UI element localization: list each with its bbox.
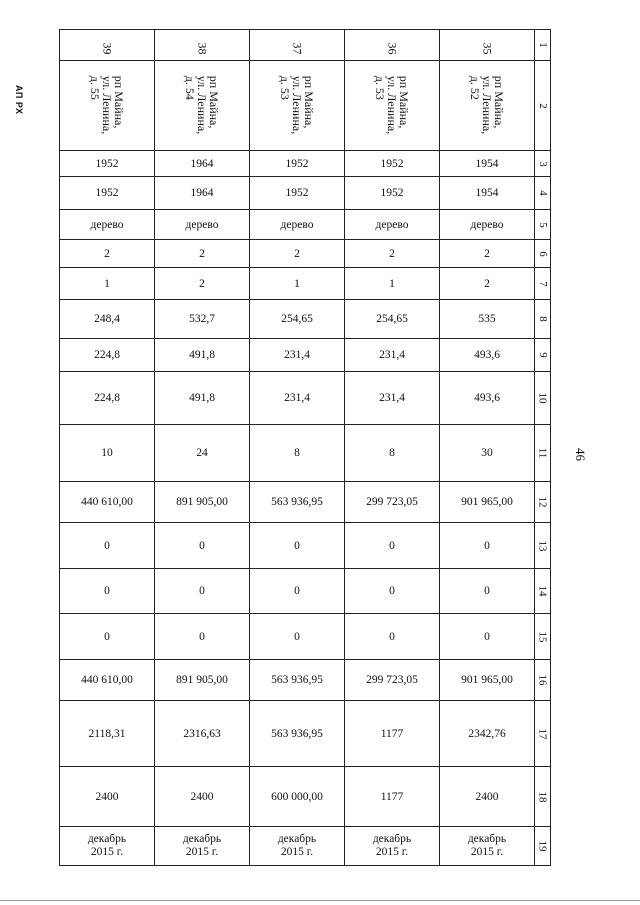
cell-value: 491,8 xyxy=(189,392,215,404)
cell-value: 1964 xyxy=(190,187,214,199)
cell-value: 491,8 xyxy=(189,349,215,361)
table-cell xyxy=(60,523,155,569)
column-index: 12 xyxy=(536,496,549,508)
table-cell xyxy=(250,300,345,339)
table-cell xyxy=(155,240,250,268)
column-index-cell xyxy=(535,268,551,300)
table-cell xyxy=(250,177,345,210)
address-text: рп Майна, ул. Ленина, д. 55 xyxy=(88,75,126,135)
cell-value: 8 xyxy=(294,447,300,459)
table-cell xyxy=(60,569,155,614)
column-index-cell xyxy=(535,61,551,151)
cell-value: 224,8 xyxy=(94,392,120,404)
cell-value: 2 xyxy=(389,247,395,260)
cell-value: 224,8 xyxy=(94,349,120,361)
record-number-cell xyxy=(155,30,250,61)
table-cell xyxy=(60,660,155,701)
cell-value: 532,7 xyxy=(189,313,215,325)
record-number-cell xyxy=(440,30,535,61)
cell-value: 2 xyxy=(484,277,490,290)
cell-value: 0 xyxy=(484,585,490,597)
table-cell xyxy=(60,240,155,268)
table-cell xyxy=(60,177,155,210)
record-number-cell xyxy=(60,30,155,61)
table-cell xyxy=(155,268,250,300)
column-index: 1 xyxy=(536,42,549,48)
page-bottom-rule xyxy=(0,900,640,901)
cell-value: 8 xyxy=(389,447,395,459)
table-cell xyxy=(440,240,535,268)
table-cell xyxy=(440,210,535,240)
table-cell xyxy=(250,339,345,372)
cell-value: 299 723,05 xyxy=(366,674,418,686)
table-row xyxy=(60,240,551,268)
cell-value: 254,65 xyxy=(281,313,313,325)
record-number: 36 xyxy=(385,42,400,54)
cell-value: 2400 xyxy=(95,790,119,803)
cell-value: 1952 xyxy=(95,157,119,170)
cell-value: дерево xyxy=(90,218,124,231)
address-cell xyxy=(440,61,535,151)
table-cell xyxy=(250,425,345,482)
cell-value: 535 xyxy=(478,313,496,325)
table-cell xyxy=(345,210,440,240)
table-cell xyxy=(345,425,440,482)
table-cell xyxy=(345,151,440,177)
column-index-cell xyxy=(535,177,551,210)
cell-value: декабрь 2015 г. xyxy=(372,833,412,858)
cell-value: декабрь 2015 г. xyxy=(87,833,127,858)
cell-value: 24 xyxy=(196,447,208,459)
table-row xyxy=(60,614,551,660)
table-cell xyxy=(345,268,440,300)
table-cell xyxy=(250,660,345,701)
table-cell xyxy=(155,767,250,827)
cell-value: 10 xyxy=(101,447,113,459)
cell-value: 1 xyxy=(389,277,395,290)
cell-value: 1952 xyxy=(285,187,309,199)
table-row xyxy=(60,767,551,827)
table-cell xyxy=(155,827,250,866)
table-row xyxy=(60,701,551,767)
address-text: рп Майна, ул. Ленина, д. 52 xyxy=(468,75,506,135)
table-cell xyxy=(250,240,345,268)
cell-value: 0 xyxy=(294,585,300,597)
table-cell xyxy=(440,339,535,372)
cell-value: 2400 xyxy=(190,790,214,803)
address-cell xyxy=(60,61,155,151)
cell-value: 0 xyxy=(389,539,395,552)
cell-value: 231,4 xyxy=(379,349,405,361)
cell-value: 891 905,00 xyxy=(176,674,228,686)
table-cell xyxy=(345,767,440,827)
record-number: 38 xyxy=(195,42,210,54)
column-index: 13 xyxy=(536,540,549,551)
address-cell xyxy=(250,61,345,151)
column-index: 7 xyxy=(536,280,549,287)
table-cell xyxy=(345,523,440,569)
table-cell xyxy=(345,177,440,210)
table-cell xyxy=(440,425,535,482)
cell-value: 0 xyxy=(389,585,395,597)
table-cell xyxy=(155,151,250,177)
column-index: 6 xyxy=(536,250,549,257)
column-index: 8 xyxy=(536,316,549,322)
table-cell xyxy=(440,372,535,425)
column-index-cell xyxy=(535,701,551,767)
table-cell xyxy=(60,372,155,425)
table-cell xyxy=(60,701,155,767)
table-cell xyxy=(155,614,250,660)
table-row xyxy=(60,339,551,372)
column-index: 4 xyxy=(536,190,549,196)
table-cell xyxy=(440,482,535,523)
record-number-cell xyxy=(345,30,440,61)
table-cell xyxy=(250,827,345,866)
table-cell xyxy=(345,660,440,701)
cell-value: 1952 xyxy=(285,157,309,170)
cell-value: 0 xyxy=(484,630,490,643)
record-number: 39 xyxy=(100,42,115,54)
cell-value: 248,4 xyxy=(94,313,120,325)
cell-value: 299 723,05 xyxy=(366,496,418,508)
table-cell xyxy=(250,569,345,614)
cell-value: 2400 xyxy=(475,790,499,803)
table-cell xyxy=(60,425,155,482)
cell-value: 1 xyxy=(104,277,110,290)
cell-value: 231,4 xyxy=(284,349,310,361)
column-index-cell xyxy=(535,827,551,866)
table-cell xyxy=(440,268,535,300)
cell-value: 0 xyxy=(389,630,395,643)
cell-value: дерево xyxy=(470,218,504,231)
cell-value: 1952 xyxy=(380,187,404,199)
cell-value: 0 xyxy=(104,585,110,597)
table-cell xyxy=(250,767,345,827)
cell-value: 600 000,00 xyxy=(271,790,323,803)
column-index: 3 xyxy=(536,160,549,167)
table-cell xyxy=(345,372,440,425)
cell-value: дерево xyxy=(185,218,219,231)
cell-value: 563 936,95 xyxy=(271,727,323,740)
table-cell xyxy=(440,660,535,701)
cell-value: 2316,63 xyxy=(183,727,221,740)
cell-value: 901 965,00 xyxy=(461,496,513,508)
column-index-cell xyxy=(535,425,551,482)
column-index-cell xyxy=(535,151,551,177)
column-index: 17 xyxy=(536,728,549,739)
cell-value: 1964 xyxy=(190,157,214,170)
table-cell xyxy=(440,614,535,660)
table-row xyxy=(60,482,551,523)
column-index: 19 xyxy=(536,840,549,852)
table-row xyxy=(60,268,551,300)
table-cell xyxy=(345,339,440,372)
record-number: 35 xyxy=(480,42,495,54)
cell-value: 2118,31 xyxy=(88,727,126,740)
table-cell xyxy=(440,300,535,339)
cell-value: 231,4 xyxy=(284,392,310,404)
cell-value: 1177 xyxy=(380,790,404,803)
record-number: 37 xyxy=(290,42,305,54)
cell-value: 2 xyxy=(199,247,205,260)
data-table xyxy=(59,29,551,866)
table-cell xyxy=(155,339,250,372)
table-cell xyxy=(60,268,155,300)
table-cell xyxy=(345,240,440,268)
cell-value: 1954 xyxy=(475,157,499,170)
record-number-cell xyxy=(250,30,345,61)
table-cell xyxy=(250,268,345,300)
cell-value: 0 xyxy=(104,539,110,552)
table-cell xyxy=(345,701,440,767)
table-cell xyxy=(440,569,535,614)
table-cell xyxy=(440,177,535,210)
table-row xyxy=(60,660,551,701)
cell-value: 563 936,95 xyxy=(271,674,323,686)
column-index: 2 xyxy=(536,102,549,109)
table-cell xyxy=(60,151,155,177)
table-cell xyxy=(60,827,155,866)
cell-value: 440 610,00 xyxy=(81,496,133,508)
table-cell xyxy=(345,827,440,866)
column-index: 9 xyxy=(536,352,549,358)
cell-value: 1 xyxy=(294,277,300,290)
table-row xyxy=(60,300,551,339)
cell-value: 2342,76 xyxy=(468,727,506,740)
table-cell xyxy=(440,523,535,569)
column-index-cell xyxy=(535,240,551,268)
cell-value: 440 610,00 xyxy=(81,674,133,686)
address-text: рп Майна, ул. Ленина, д. 53 xyxy=(373,75,411,135)
table-cell xyxy=(155,177,250,210)
cell-value: 0 xyxy=(199,539,205,552)
column-index-cell xyxy=(535,569,551,614)
cell-value: 0 xyxy=(199,630,205,643)
table-cell xyxy=(250,523,345,569)
address-cell xyxy=(345,61,440,151)
cell-value: декабрь 2015 г. xyxy=(182,833,222,858)
cell-value: 2 xyxy=(104,247,110,260)
column-index-cell xyxy=(535,482,551,523)
cell-value: 1954 xyxy=(475,187,499,199)
table-cell xyxy=(155,425,250,482)
cell-value: 1177 xyxy=(380,727,404,740)
column-index-cell xyxy=(535,372,551,425)
column-index: 14 xyxy=(536,585,549,597)
table-cell xyxy=(345,614,440,660)
cell-value: 0 xyxy=(199,585,205,597)
cell-value: 30 xyxy=(481,447,493,459)
column-index: 5 xyxy=(536,221,549,228)
address-cell xyxy=(155,61,250,151)
table-cell xyxy=(60,614,155,660)
table-row xyxy=(60,177,551,210)
column-index: 16 xyxy=(536,674,549,686)
cell-value: декабрь 2015 г. xyxy=(277,833,317,858)
column-index-cell xyxy=(535,339,551,372)
cell-value: 563 936,95 xyxy=(271,496,323,508)
table-cell xyxy=(440,827,535,866)
column-index-cell xyxy=(535,523,551,569)
table-cell xyxy=(155,482,250,523)
table-cell xyxy=(250,614,345,660)
table-cell xyxy=(60,767,155,827)
column-index: 11 xyxy=(536,447,549,459)
table-cell xyxy=(60,300,155,339)
table-cell xyxy=(155,569,250,614)
column-index: 15 xyxy=(536,631,549,642)
cell-value: 231,4 xyxy=(379,392,405,404)
table-row xyxy=(60,30,551,61)
archive-stamp: АП РХ xyxy=(14,85,24,115)
table-cell xyxy=(250,701,345,767)
table-row xyxy=(60,425,551,482)
table-row xyxy=(60,523,551,569)
cell-value: декабрь 2015 г. xyxy=(467,833,507,858)
column-index-cell xyxy=(535,30,551,61)
table-cell xyxy=(155,372,250,425)
table-cell xyxy=(155,660,250,701)
cell-value: 493,6 xyxy=(474,349,500,361)
column-index-cell xyxy=(535,660,551,701)
table-cell xyxy=(440,767,535,827)
table-cell xyxy=(440,151,535,177)
address-text: рп Майна, ул. Ленина, д. 53 xyxy=(278,75,316,135)
table-cell xyxy=(250,482,345,523)
table-cell xyxy=(60,482,155,523)
cell-value: 2 xyxy=(294,247,300,260)
cell-value: 0 xyxy=(294,630,300,643)
table-cell xyxy=(155,701,250,767)
cell-value: 2 xyxy=(199,277,205,290)
table-cell xyxy=(345,300,440,339)
table-cell xyxy=(155,523,250,569)
table-row xyxy=(60,569,551,614)
address-text: рп Майна, ул. Ленина, д. 54 xyxy=(183,75,221,135)
cell-value: 1952 xyxy=(380,157,404,170)
cell-value: 891 905,00 xyxy=(176,496,228,508)
table-row xyxy=(60,210,551,240)
cell-value: 0 xyxy=(104,630,110,643)
cell-value: 901 965,00 xyxy=(461,674,513,686)
table-cell xyxy=(60,339,155,372)
column-index-cell xyxy=(535,210,551,240)
column-index: 10 xyxy=(536,392,549,404)
table-row xyxy=(60,372,551,425)
cell-value: дерево xyxy=(280,218,314,231)
table-cell xyxy=(155,210,250,240)
cell-value: 0 xyxy=(484,539,490,552)
column-index-cell xyxy=(535,767,551,827)
table-cell xyxy=(250,210,345,240)
page-number: 46 xyxy=(573,448,588,461)
table-cell xyxy=(155,300,250,339)
table-cell xyxy=(345,482,440,523)
table-row xyxy=(60,827,551,866)
cell-value: 493,6 xyxy=(474,392,500,404)
table-cell xyxy=(250,151,345,177)
cell-value: 1952 xyxy=(95,187,119,199)
table-cell xyxy=(345,569,440,614)
table-row xyxy=(60,61,551,151)
cell-value: 2 xyxy=(484,247,490,260)
table-cell xyxy=(250,372,345,425)
column-index: 18 xyxy=(536,791,549,802)
column-index-cell xyxy=(535,614,551,660)
cell-value: дерево xyxy=(375,218,409,231)
table-cell xyxy=(440,701,535,767)
cell-value: 0 xyxy=(294,539,300,552)
table-cell xyxy=(60,210,155,240)
column-index-cell xyxy=(535,300,551,339)
cell-value: 254,65 xyxy=(376,313,408,325)
table-row xyxy=(60,151,551,177)
